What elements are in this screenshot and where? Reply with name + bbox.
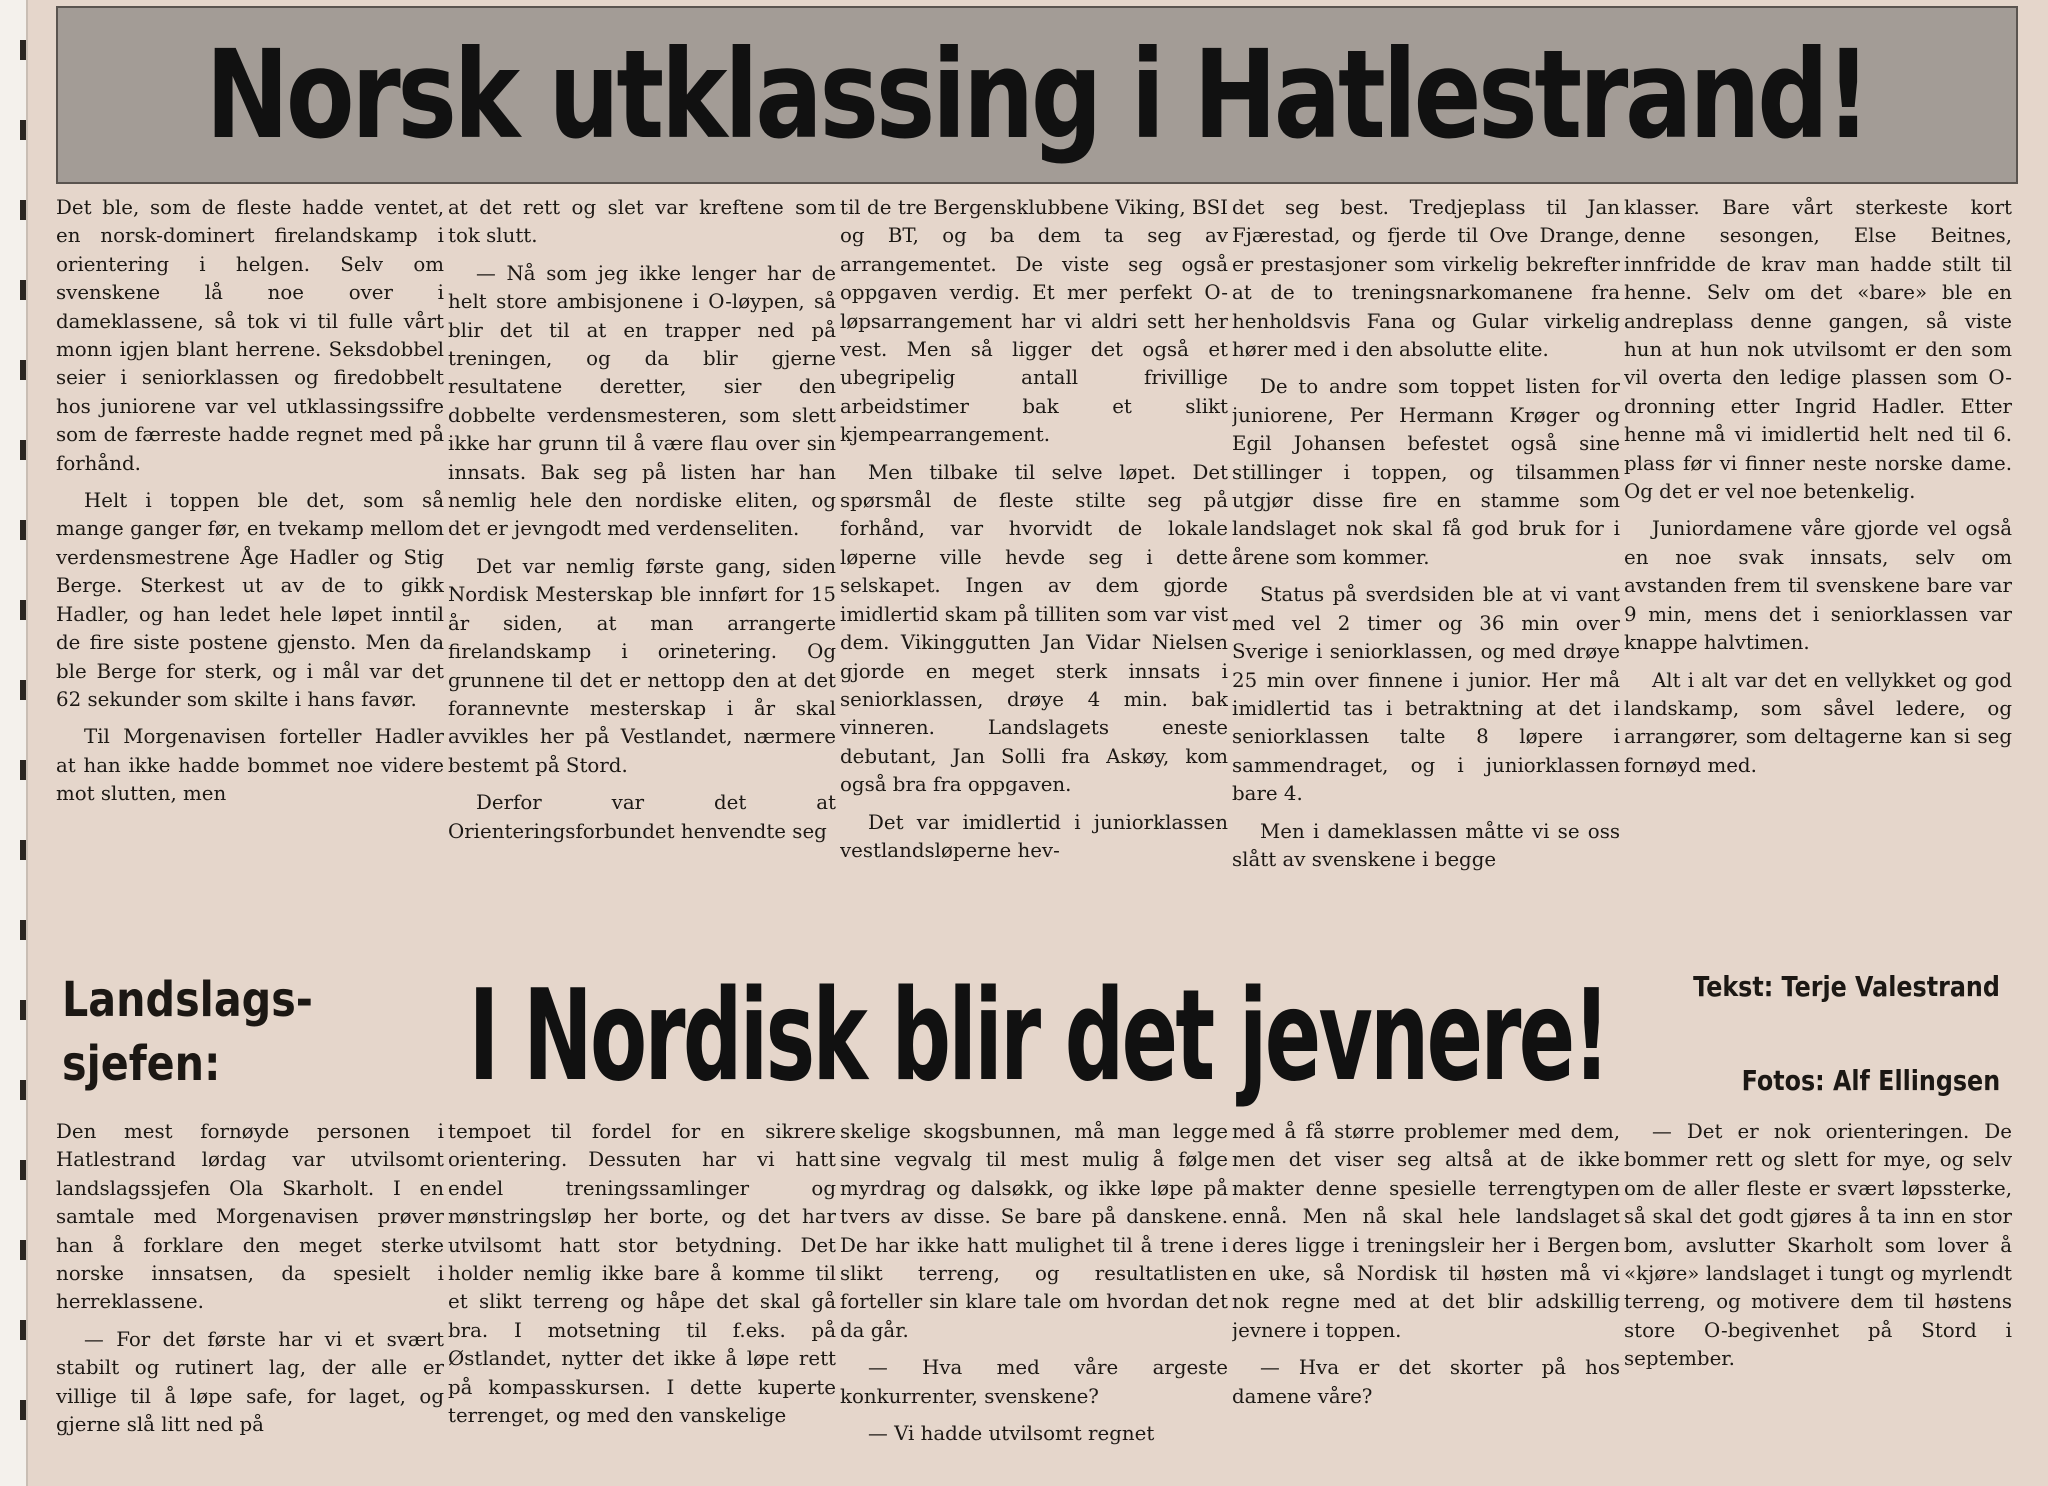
top-column-2	[448, 194, 836, 930]
binding-mark	[20, 40, 26, 60]
binding-mark	[20, 280, 26, 300]
binding-mark	[20, 440, 26, 460]
binding-mark	[20, 840, 26, 860]
paragraph: — Det er nok orienteringen. De bommer rett og slett for mye, og selv om de aller fleste er svært løpssterke, så skal det godt gjøres å ta inn en stor bom, avslutter Skarholt som lover å «kjøre» landslaget i tungt og myrlendt terreng, og motivere dem til høstens store O-begivenhet på Stord i september.	[1624, 1120, 2012, 1371]
paragraph: skelige skogsbunnen, må man legge sine vegvalg til mest mulig å følge myrdrag og dalsøkk, og ikke løpe på tvers av disse. Se bare på danskene. De har ikke hatt mulighet til å trene i slikt terreng, og resultatlisten forteller sin klare tale om hvordan det da går.	[840, 1120, 1228, 1342]
bottom-column-2	[448, 1118, 836, 1476]
binding-mark	[20, 200, 26, 220]
subhead-left: Landslags-sjefen:	[62, 972, 313, 1092]
paragraph: — Vi hadde utvilsomt regnet	[868, 1422, 1155, 1446]
paragraph: Derfor var det at Orienteringsforbundet henvendte seg	[448, 791, 836, 843]
bottom-column-5	[1624, 1118, 2012, 1476]
main-headline: Norsk utklassing i Hatlestrand!	[205, 24, 1869, 166]
paragraph: Det var imidlertid i juniorklassen vestlandsløperne hev-	[840, 810, 1228, 862]
paragraph: Helt i toppen ble det, som så mange ganger før, en tvekamp mellom verdensmestrene Åge Hadler og Stig Berge. Sterkest ut av de to gikk Hadler, og han ledet hele løpet inntil de fire siste postene gjensto. Men da ble Berge for sterk, og i mål var det 62 sekunder som skilte i hans favør.	[56, 489, 444, 711]
binding-mark	[20, 1320, 26, 1340]
binding-mark	[20, 920, 26, 940]
bottom-column-1	[56, 1118, 444, 1476]
top-column-3	[840, 194, 1228, 930]
paragraph: — For det første har vi et svært stabilt og rutinert lag, der alle er villige til å løpe safe, for laget, og gjerne slå litt ned på	[56, 1327, 444, 1437]
paragraph: til de tre Bergensklubbene Viking, BSI og BT, og ba dem ta seg av arrangementet. De viste seg også oppgaven verdig. Et mer perfekt O-løpsarrangement har vi aldri sett her vest. Men så ligger det også et ubegripelig antall frivillige arbeidstimer bak et slikt kjempearrangement.	[840, 196, 1228, 447]
binding-mark	[20, 1000, 26, 1020]
top-column-1	[56, 194, 444, 930]
second-headline: I Nordisk blir det jevnere!	[468, 961, 1608, 1109]
paragraph: — Hva med våre argeste konkurrenter, svenskene?	[840, 1356, 1228, 1408]
article-top-columns	[56, 194, 2014, 930]
paragraph: tempoet til fordel for en sikrere orientering. Dessuten har vi hatt endel treningssamlinger og mønstringsløp her borte, og det har utvilsomt hatt stor betydning. Det holder nemlig ikke bare å komme til et slikt terreng og håpe det skal gå bra. I motsetning til f.eks. på Østlandet, nytter det ikke å løpe rett på kompasskursen. I dette kuperte terrenget, og med den vanskelige	[448, 1120, 836, 1428]
paragraph: Det var nemlig første gang, siden Nordisk Mesterskap ble innført for 15 år siden, at man arrangerte firelandskamp i orinetering. Og grunnene til det er nettopp den at det forannevnte mesterskap i år skal avvikles her på Vestlandet, nærmere bestemt på Stord.	[448, 554, 836, 777]
paragraph: med å få større problemer med dem, men det viser seg altså at de ikke makter denne spesielle terrengtypen ennå. Men nå skal hele landslaget deres ligge i treningsleir her i Bergen en uke, så Nordisk til høsten må vi nok regne med at det blir adskillig jevnere i toppen.	[1232, 1120, 1620, 1342]
paragraph: De to andre som toppet listen for juniorene, Per Hermann Krøger og Egil Johansen befestet også sine stillinger i toppen, og tilsammen utgjør disse fire en stamme som landslaget nok skal få god bruk for i årene som kommer.	[1232, 375, 1620, 569]
paragraph: Det ble, som de fleste hadde ventet, en norsk-dominert firelandskamp i orientering i helgen. Selv om svenskene lå noe over i dameklassene, så tok vi til fulle vårt monn igjen blant herrene. Seksdobbel seier i seniorklassen og firedobbelt hos juniorene var vel utklassingssifre som de færreste hadde regnet med på forhånd.	[56, 196, 444, 475]
binding-mark	[20, 600, 26, 620]
bottom-column-3	[840, 1118, 1228, 1476]
binding-mark	[20, 520, 26, 540]
binding-mark	[20, 760, 26, 780]
binding-mark	[20, 1080, 26, 1100]
binding-mark	[20, 120, 26, 140]
paragraph: — Hva er det skorter på hos damene våre?	[1232, 1356, 1620, 1408]
paragraph: klasser. Bare vårt sterkeste kort denne sesongen, Else Beitnes, innfridde de krav man hadde stilt til henne. Selv om det «bare» ble en andreplass denne gangen, så viste hun at hun nok utvilsomt er den som vil overta den ledige plassen som O-dronning etter Ingrid Hadler. Etter henne må vi imidlertid helt ned til 6. plass før vi finner neste norske dame. Og det er vel noe betenkelig.	[1624, 196, 2012, 504]
text-credit: Tekst: Terje Valestrand	[1693, 970, 2000, 1003]
top-column-5	[1624, 194, 2012, 930]
paragraph: — Nå som jeg ikke lenger har de helt store ambisjonene i O-løypen, så blir det til at en trapper ned på treningen, og da blir gjerne resultatene deretter, sier den dobbelte verdensmesteren, som slett ikke har grunn til å være flau over sin innsats. Bak seg på listen har han nemlig hele den nordiske eliten, og det er jevngodt med verdenseliten.	[448, 261, 836, 541]
paragraph: at det rett og slet var kreftene som tok slutt.	[448, 196, 836, 248]
binding-edge	[0, 0, 28, 1486]
bottom-column-4	[1232, 1118, 1620, 1476]
binding-mark	[20, 1400, 26, 1420]
article-bottom-columns	[56, 1118, 2014, 1476]
binding-mark	[20, 360, 26, 380]
top-column-4	[1232, 194, 1620, 930]
paragraph: Men i dameklassen måtte vi se oss slått av svenskene i begge	[1232, 819, 1620, 871]
binding-mark	[20, 1160, 26, 1180]
photo-credit: Fotos: Alf Ellingsen	[1741, 1064, 2000, 1097]
paragraph: Til Morgenavisen forteller Hadler at han ikke hadde bommet noe videre mot slutten, men	[56, 725, 444, 806]
second-headline-box	[408, 950, 1668, 1120]
main-headline-box	[56, 6, 2018, 184]
paragraph: Status på sverdsiden ble at vi vant med vel 2 timer og 36 min over Sverige i seniorklassen, og med drøye 25 min over finnene i junior. Her må imidlertid tas i betraktning at det i seniorklassen talte 8 løpere i sammendraget, og i juniorklassen bare 4.	[1232, 583, 1620, 806]
paragraph: Alt i alt var det en vellykket og god landskamp, som såvel ledere, og arrangører, som deltagerne kan si seg fornøyd med.	[1624, 668, 2012, 777]
paragraph: Den mest fornøyde personen i Hatlestrand lørdag var utvilsomt landslagssjefen Ola Skarholt. I en samtale med Morgenavisen prøver han å forklare den meget sterke norske innsatsen, da spesielt i herreklassene.	[56, 1120, 444, 1314]
paragraph: Men tilbake til selve løpet. Det spørsmål de fleste stilte seg på forhånd, var hvorvidt de lokale løperne ville hevde seg i dette selskapet. Ingen av dem gjorde imidlertid skam på tilliten som var vist dem. Vikinggutten Jan Vidar Nielsen gjorde en meget sterk innsats i seniorklassen, drøye 4 min. bak vinneren. Landslagets eneste debutant, Jan Solli fra Askøy, kom også bra fra oppgaven.	[840, 460, 1228, 797]
binding-mark	[20, 1240, 26, 1260]
paragraph: Juniordamene våre gjorde vel også en noe svak innsats, selv om avstanden frem til svenskene bare var 9 min, mens det i seniorklassen var knappe halvtimen.	[1624, 517, 2012, 655]
paragraph: det seg best. Tredjeplass til Jan Fjærestad, og fjerde til Ove Drange, er prestasjoner som virkelig bekrefter at de to treningsnarkomanene fra henholdsvis Fana og Gular virkelig hører med i den absolutte elite.	[1232, 196, 1620, 362]
binding-mark	[20, 680, 26, 700]
